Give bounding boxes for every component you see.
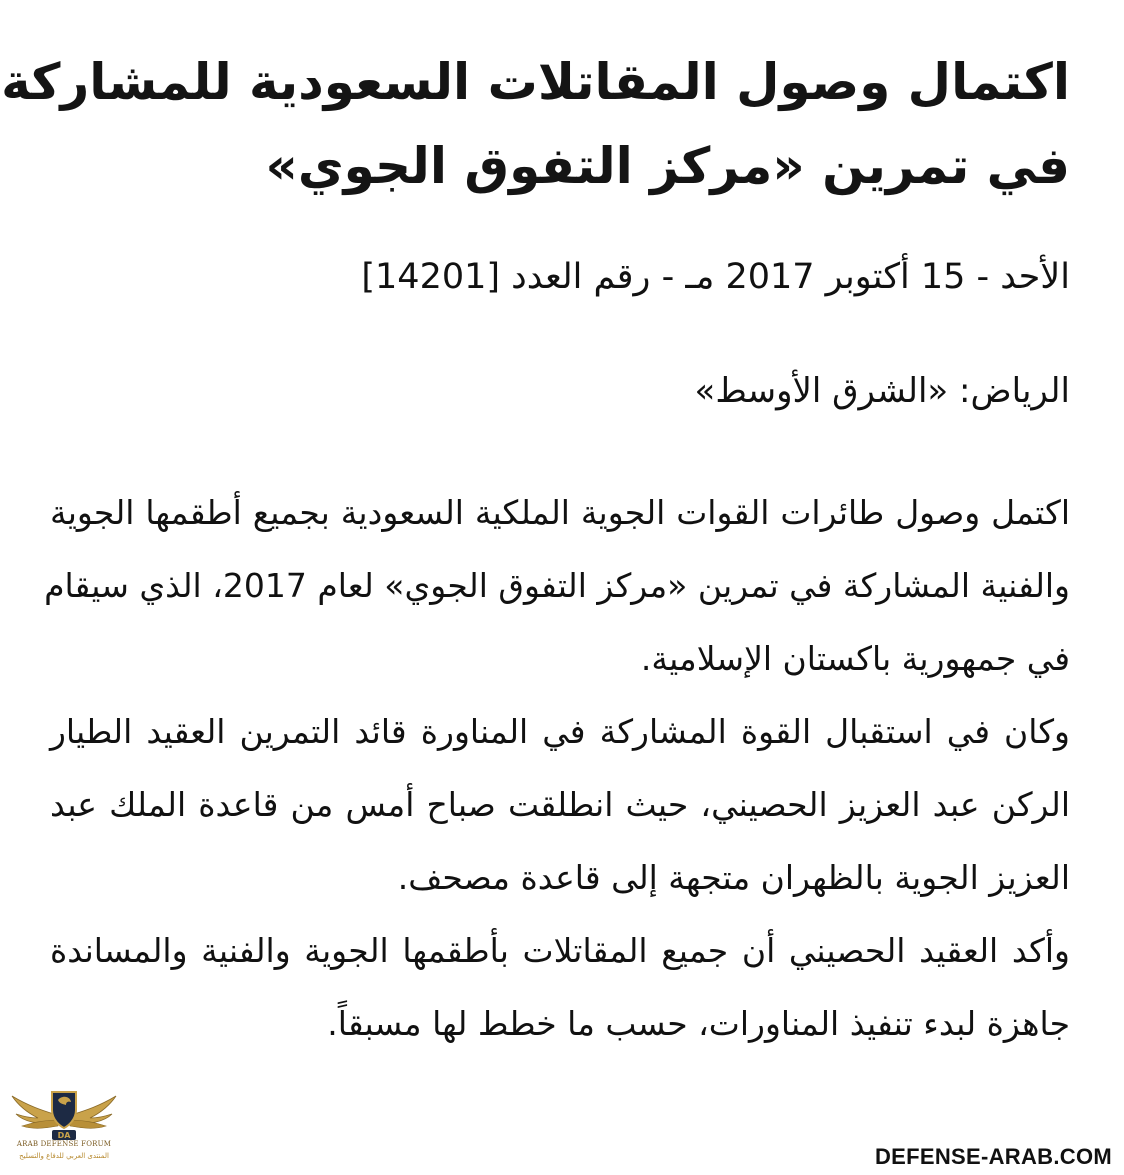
- body-line: وكان في استقبال القوة المشاركة في المناورة قائد التمرين العقيد الطيار: [50, 712, 1070, 751]
- arab-defense-forum-logo: [8, 1082, 120, 1172]
- body-line: العزيز الجوية بالظهران متجهة إلى قاعدة مصحف.: [397, 858, 1070, 897]
- article: [1, 40, 1070, 1060]
- headline-line-2: في تمرين «مركز التفوق الجوي»: [265, 137, 1070, 195]
- body-line: والفنية المشاركة في تمرين «مركز التفوق الجوي» لعام 2017، الذي سيقام: [44, 566, 1070, 605]
- logo-title: ARAB DEFENSE FORUM: [16, 1140, 112, 1148]
- article-body: [44, 476, 1070, 1060]
- dateline-source: الرياض: «الشرق الأوسط»: [694, 371, 1070, 411]
- body-line: وأكد العقيد الحصيني أن جميع المقاتلات بأطقمها الجوية والفنية والمساندة: [50, 931, 1070, 970]
- headline-line-1: اكتمال وصول المقاتلات السعودية للمشاركة: [1, 53, 1070, 111]
- logo-subtitle: المنتدى العربي للدفاع والتسليح: [19, 1152, 109, 1160]
- date-issue-line: الأحد - 15 أكتوبر 2017 مـ - رقم العدد [14201]: [361, 257, 1070, 297]
- logo-initials: DA: [57, 1131, 71, 1140]
- winged-shield-icon: [8, 1082, 120, 1142]
- body-line: في جمهورية باكستان الإسلامية.: [640, 639, 1070, 678]
- site-watermark: DEFENSE-ARAB.COM: [874, 1144, 1112, 1169]
- body-line: الركن عبد العزيز الحصيني، حيث انطلقت صباح أمس من قاعدة الملك عبد: [50, 785, 1070, 824]
- body-line: جاهزة لبدء تنفيذ المناورات، حسب ما خطط لها مسبقاً.: [327, 1004, 1070, 1043]
- headline: [1, 40, 1070, 208]
- body-line: اكتمل وصول طائرات القوات الجوية الملكية السعودية بجميع أطقمها الجوية: [50, 493, 1070, 532]
